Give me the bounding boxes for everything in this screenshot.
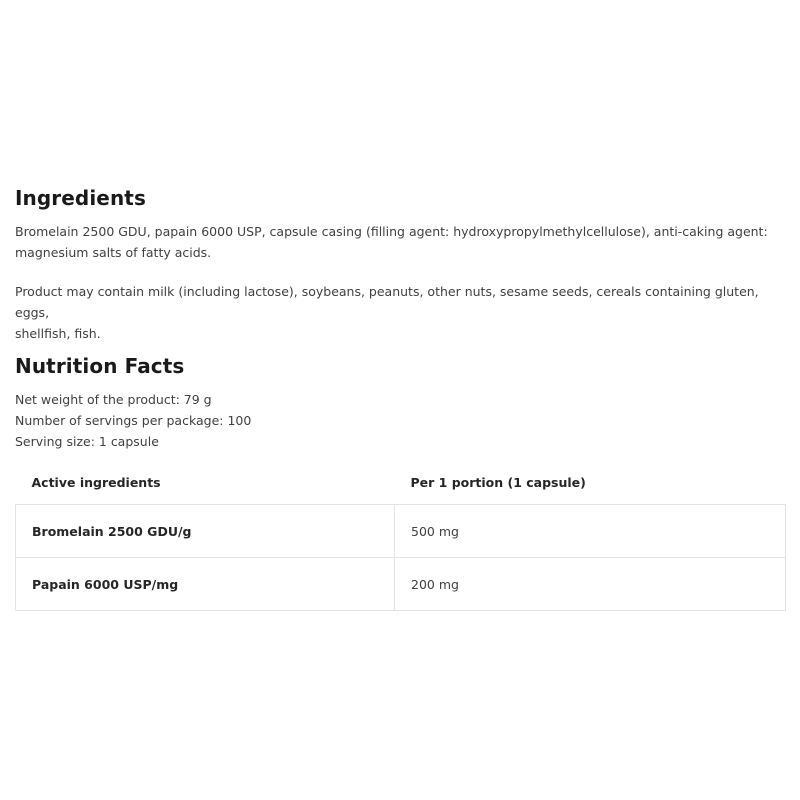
allergen-line: shellfish, fish.: [15, 326, 101, 341]
ingredients-line: magnesium salts of fatty acids.: [15, 245, 212, 260]
table-row: [16, 505, 786, 558]
allergen-paragraph: [15, 281, 785, 344]
nutrition-table-wrapper: [15, 461, 785, 611]
ingredient-amount-cell: 500 mg: [395, 505, 786, 558]
allergen-line: Product may contain milk (including lactose), soybeans, peanuts, other nuts, sesame seeds, cereals containing gluten, eggs,: [15, 284, 759, 320]
ingredients-paragraph: [15, 221, 785, 263]
column-header-per-portion: Per 1 portion (1 capsule): [410, 475, 586, 490]
nutrition-facts-list: [15, 389, 785, 452]
nutrition-facts-heading: Nutrition Facts: [15, 354, 185, 378]
serving-size-text: Serving size: 1 capsule: [15, 434, 159, 449]
ingredient-name-cell: Bromelain 2500 GDU/g: [16, 505, 395, 558]
ingredient-amount-cell: 200 mg: [395, 558, 786, 611]
table-header-row: [16, 461, 786, 505]
ingredient-name-cell: Papain 6000 USP/mg: [16, 558, 395, 611]
nutrition-table: [15, 461, 786, 611]
net-weight-text: Net weight of the product: 79 g: [15, 392, 212, 407]
table-row: [16, 558, 786, 611]
column-header-active-ingredients: Active ingredients: [31, 475, 161, 490]
servings-text: Number of servings per package: 100: [15, 413, 252, 428]
ingredients-line: Bromelain 2500 GDU, papain 6000 USP, capsule casing (filling agent: hydroxypropylmethylcellulose), anti-caking agent:: [15, 224, 768, 239]
product-info-section: [15, 184, 785, 611]
ingredients-heading: Ingredients: [15, 186, 146, 210]
